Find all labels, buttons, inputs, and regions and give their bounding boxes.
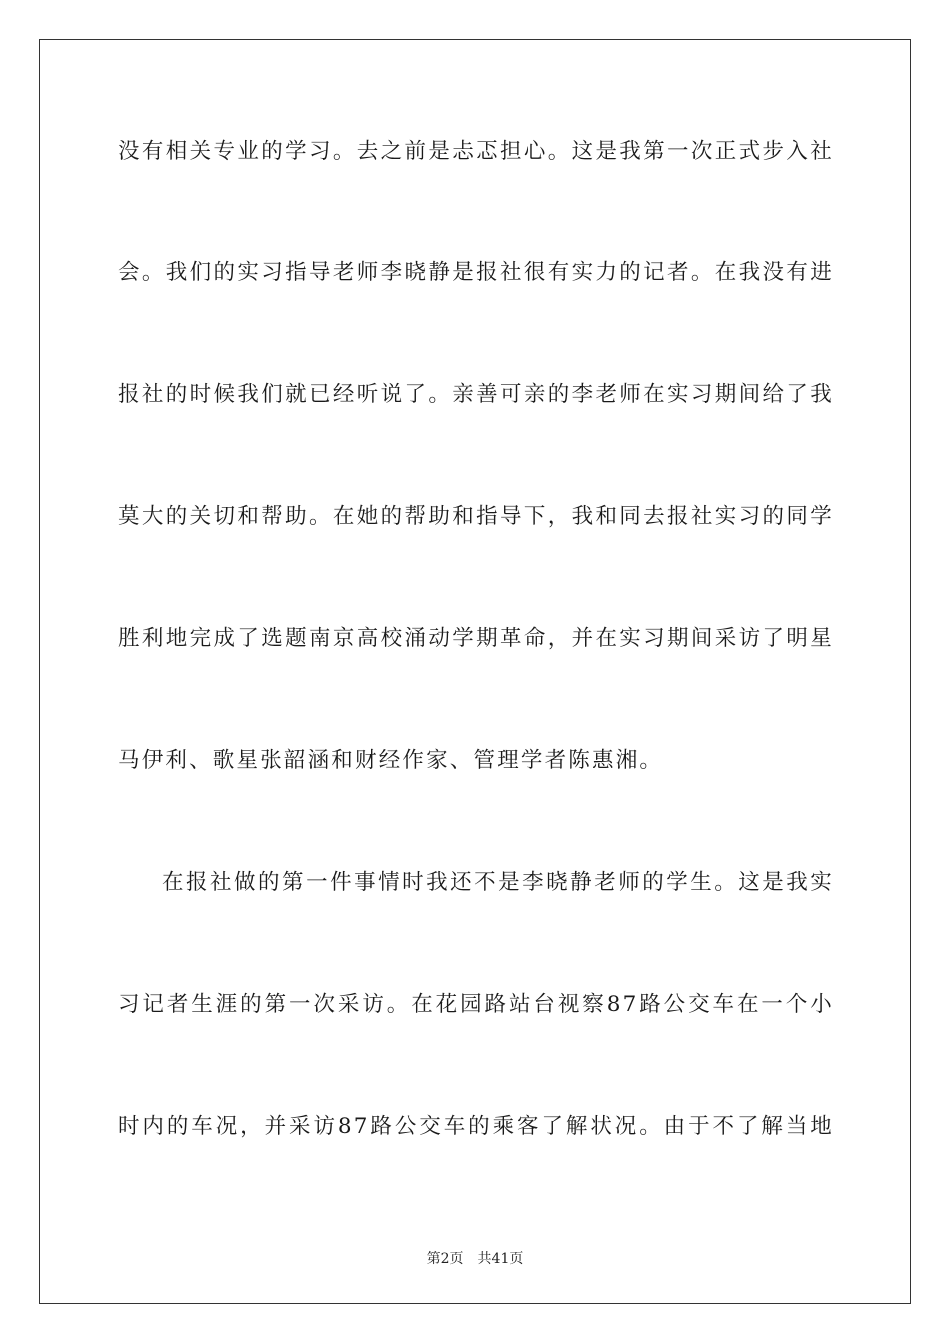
text-line: 马伊利、歌星张韶涵和财经作家、管理学者陈惠湘。: [118, 748, 664, 773]
text-line: 会。我们的实习指导老师李晓静是报社很有实力的记者。在我没有进: [118, 260, 834, 285]
page-total: 共41页: [477, 1251, 524, 1267]
text-line: 报社的时候我们就已经听说了。亲善可亲的李老师在实习期间给了我: [118, 382, 834, 407]
text-line: 时内的车况，并采访87路公交车的乘客了解状况。由于不了解当地: [118, 1114, 834, 1139]
paragraph-first-line: 在报社做的第一件事情时我还不是李晓静老师的学生。这是我实: [162, 870, 834, 895]
page-footer: [0, 1248, 950, 1268]
page-number: 第2页: [426, 1251, 464, 1267]
text-line: 习记者生涯的第一次采访。在花园路站台视察87路公交车在一个小: [118, 992, 834, 1017]
text-line: 没有相关专业的学习。去之前是忐忑担心。这是我第一次正式步入社: [118, 139, 834, 164]
text-line: 胜利地完成了选题南京高校涌动学期革命，并在实习期间采访了明星: [118, 626, 834, 651]
text-line: 莫大的关切和帮助。在她的帮助和指导下，我和同去报社实习的同学: [118, 504, 834, 529]
